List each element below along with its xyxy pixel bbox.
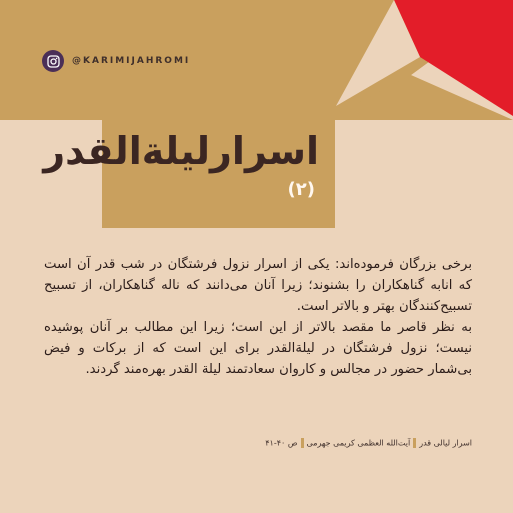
handle-text: @KARIMIJAHROMI bbox=[72, 56, 191, 66]
brand-handle bbox=[42, 50, 190, 72]
article-body bbox=[44, 254, 472, 380]
part-number: (۲) bbox=[287, 179, 315, 200]
source-citation bbox=[266, 438, 472, 448]
title-block bbox=[43, 129, 319, 200]
page-title: اسرارلیلةالقدر bbox=[43, 129, 319, 173]
separator bbox=[301, 438, 304, 448]
separator bbox=[413, 438, 416, 448]
instagram-icon bbox=[42, 50, 64, 72]
source-author: آیت‌الله العظمی کریمی جهرمی bbox=[306, 438, 411, 448]
source-book: اسرار لیالی قدر bbox=[419, 438, 472, 448]
paragraph-1: برخی بزرگان فرموده‌اند: یکی از اسرار نزول فرشتگان در شب قدر آن است که انابه گناهکاران را بشنوند؛ زیرا آنان می‌دانند که ناله گناهکاران، از تسبیح تسبیح‌کنندگان بهتر و بالاتر است. bbox=[44, 257, 472, 314]
source-pages: ص ۴۰-۴۱ bbox=[265, 438, 298, 448]
paragraph-2: به نظر قاصر ما مقصد بالاتر از این است؛ زیرا این مطالب بر آنان پوشیده نیست؛ نزول فرشتگان در لیلةالقدر برای این است که از برکات و فیض بی‌شمار حضور در مجالس و کاروان سعادتمند لیلة القدر بهره‌مند گردند. bbox=[44, 320, 472, 377]
